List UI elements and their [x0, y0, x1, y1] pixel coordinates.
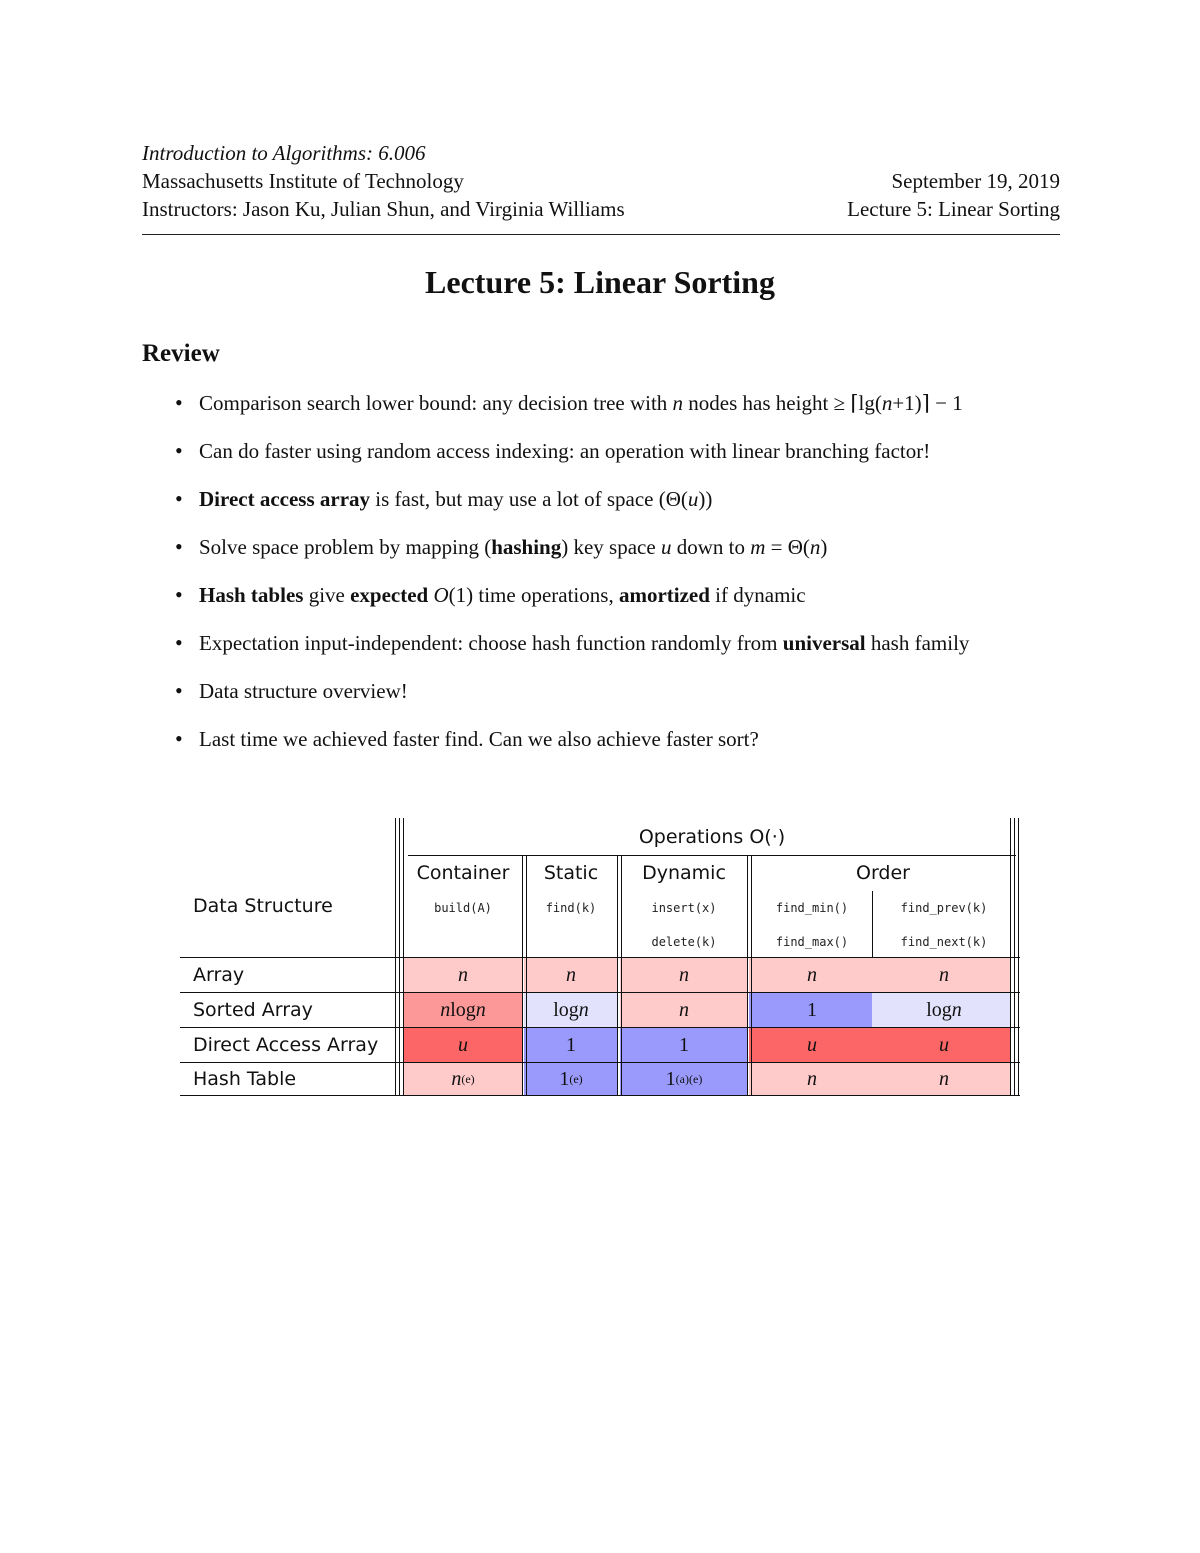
group-order: Order — [856, 862, 910, 884]
rule — [522, 856, 523, 1096]
table-cell-value: n — [679, 998, 689, 1021]
rule — [1018, 818, 1019, 1096]
data-structure-table — [180, 818, 1020, 1100]
rule — [1010, 818, 1011, 1096]
table-cell-value: 1 — [566, 1033, 576, 1056]
table-cell-value: log n — [926, 998, 962, 1021]
rule — [395, 818, 396, 1096]
table-cell-value: 1 — [807, 998, 817, 1021]
table-cell-value: 1 (a)(e) — [665, 1067, 703, 1090]
op-find-min: find_min() — [775, 901, 849, 915]
row-label-sorted-array: Sorted Array — [193, 998, 313, 1021]
rule — [180, 1027, 1020, 1028]
row-label-hash-table: Hash Table — [193, 1067, 297, 1090]
table-cell-value: u — [807, 1033, 817, 1056]
rule — [621, 856, 622, 1096]
lecture-date: September 19, 2019 — [891, 169, 1060, 193]
rule — [180, 992, 1020, 993]
list-item: • Hash tables give expected O(1) time operations, amortized if dynamic — [175, 576, 969, 624]
rule — [526, 856, 527, 1096]
list-item: • Data structure overview! — [175, 672, 969, 720]
lecture-reference: Lecture 5: Linear Sorting — [847, 197, 1060, 221]
institution: Massachusetts Institute of Technology — [142, 169, 464, 193]
rule — [180, 1095, 1020, 1096]
rule — [180, 957, 1020, 958]
operations-header: Operations O(·) — [638, 826, 786, 848]
op-find: find(k) — [545, 901, 597, 915]
rule — [617, 856, 618, 1096]
rule — [1014, 818, 1015, 1096]
page-title: Lecture 5: Linear Sorting — [425, 264, 775, 300]
row-label-array: Array — [193, 964, 245, 986]
review-bullet-list — [175, 384, 969, 768]
op-delete: delete(k) — [651, 935, 717, 949]
table-cell-value: n log n — [440, 998, 486, 1021]
group-static: Static — [543, 862, 599, 884]
header-rule — [142, 234, 1060, 235]
op-find-next: find_next(k) — [900, 935, 988, 949]
cell-subscript: (e) — [461, 1071, 475, 1086]
table-cell-value: n — [679, 963, 689, 986]
rule — [403, 818, 404, 1096]
list-item: • Last time we achieved faster find. Can we also achieve faster sort? — [175, 720, 969, 768]
rule — [408, 855, 1016, 856]
list-item: • Expectation input-independent: choose hash function randomly from universal hash family — [175, 624, 969, 672]
table-cell-value: n — [939, 1067, 949, 1090]
op-find-prev: find_prev(k) — [900, 901, 988, 915]
table-cell-value: log n — [553, 998, 589, 1021]
section-heading-review: Review — [142, 340, 220, 367]
table-cell-value: n (e) — [451, 1067, 475, 1090]
rule — [751, 856, 752, 1096]
rule — [180, 1062, 1020, 1063]
course-name: Introduction to Algorithms: 6.006 — [142, 141, 426, 165]
table-cell-value: u — [939, 1033, 949, 1056]
list-item: • Solve space problem by mapping (hashing) key space u down to m = Θ(n) — [175, 528, 969, 576]
institution-line — [142, 167, 1060, 195]
op-find-max: find_max() — [775, 935, 849, 949]
list-item: • Comparison search lower bound: any decision tree with n nodes has height ≥ ⌈lg(n+1)⌉ − 1 — [175, 384, 969, 432]
table-cell-value: n — [807, 963, 817, 986]
table-cell-value: n — [566, 963, 576, 986]
table-cell-value: 1 (e) — [559, 1067, 583, 1090]
instructors: Instructors: Jason Ku, Julian Shun, and Virginia Williams — [142, 197, 625, 221]
cell-subscript: (a)(e) — [675, 1071, 703, 1086]
rule — [872, 891, 873, 958]
op-insert: insert(x) — [651, 901, 717, 915]
group-container: Container — [416, 862, 510, 884]
row-label-direct-access-array: Direct Access Array — [193, 1033, 379, 1056]
data-structure-header: Data Structure — [193, 895, 333, 917]
op-build: build(A) — [434, 901, 492, 915]
table-cell-value: n — [458, 963, 468, 986]
instructors-line — [142, 195, 1060, 223]
cell-subscript: (e) — [569, 1071, 583, 1086]
list-item: • Can do faster using random access indexing: an operation with linear branching factor! — [175, 432, 969, 480]
rule — [747, 856, 748, 1096]
table-cell-value: n — [939, 963, 949, 986]
table-cell-value: 1 — [679, 1033, 689, 1056]
table-cell-value: n — [807, 1067, 817, 1090]
rule — [399, 818, 400, 1096]
group-dynamic: Dynamic — [642, 862, 726, 884]
list-item: • Direct access array is fast, but may use a lot of space (Θ(u)) — [175, 480, 969, 528]
table-cell-value: u — [458, 1033, 468, 1056]
